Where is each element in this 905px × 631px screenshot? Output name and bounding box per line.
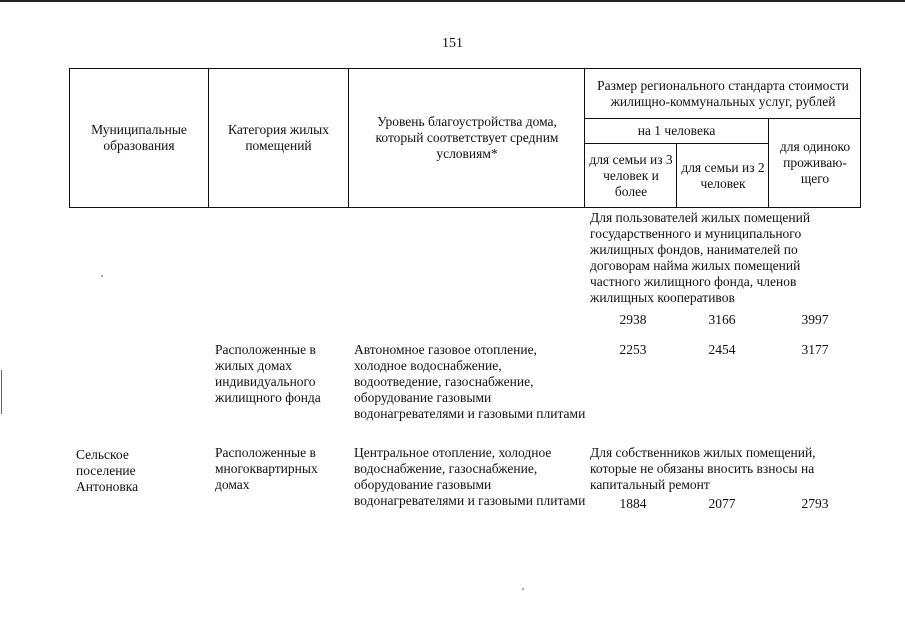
users-value-single: 3997: [801, 312, 829, 327]
owners-value-family3: 1884: [619, 496, 647, 511]
header-col-divider-1: [208, 68, 209, 208]
header-standard-text: Размер регионального стандарта стоимости жилищно-коммунальных услуг, рублей: [597, 77, 849, 109]
owners-value-family2: 2077: [708, 496, 736, 511]
header-category-text: Категория жилых помещений: [228, 121, 329, 153]
individual-category: Расположенные в жилых домах индивидуального жилищного фонда: [215, 342, 321, 405]
header-municipal-text: Муниципальные образования: [91, 121, 187, 153]
individual-value-single: 3177: [801, 342, 829, 357]
municipality-name: Сельское поселение Антоновка: [76, 447, 139, 494]
users-value-family3: 2938: [619, 312, 647, 327]
scan-edge-mark: [1, 370, 2, 414]
apartment-category: Расположенные в многоквартирных домах: [215, 445, 318, 492]
header-col-divider-2: [348, 68, 349, 208]
header-left-border: [69, 68, 70, 208]
page-number: 151: [442, 36, 463, 51]
header-col-divider-4: [676, 143, 677, 208]
header-family2-text: для семьи из 2 человек: [681, 159, 765, 191]
table-header: [69, 68, 861, 208]
owners-note: Для собственников жилых помещений, которые не обязаны вносить взносы на капитальный ремонт: [590, 445, 816, 492]
header-level: [353, 68, 581, 207]
header-category: [212, 68, 345, 207]
header-municipal: [73, 68, 205, 207]
scan-speck: [522, 588, 524, 590]
header-single: [772, 119, 858, 207]
header-level-text: Уровень благоустройства дома, который соответствует средним условиям*: [375, 113, 559, 161]
header-per-person: [585, 119, 768, 143]
header-family3-text: для семьи из 3 человек и более: [589, 151, 673, 199]
header-col-divider-5: [768, 118, 769, 208]
scan-edge: [0, 0, 905, 2]
header-right-border: [860, 68, 861, 208]
users-value-family2: 3166: [708, 312, 736, 327]
individual-value-family2: 2454: [708, 342, 736, 357]
header-family3: [587, 144, 675, 207]
owners-value-single: 2793: [801, 496, 829, 511]
header-family2: [679, 144, 767, 207]
users-note: Для пользователей жилых помещений государственного и муниципального жилищных фондов, нанимателей по договорам найма жилых помещений частного жилищного фонда, членов жилищных кооперативов: [590, 210, 811, 305]
header-per-person-text: на 1 человека: [637, 123, 716, 138]
header-bottom-border: [69, 207, 861, 208]
header-single-text: для одиноко проживаю-щего: [779, 139, 851, 186]
individual-value-family3: 2253: [619, 342, 647, 357]
individual-level: Автономное газовое отопление, холодное водоснабжение, водоотведение, газоснабжение, оборудование газовыми водонагревателями и газовыми плитами: [354, 342, 586, 421]
header-standard: [587, 69, 859, 118]
apartment-level: Центральное отопление, холодное водоснабжение, газоснабжение, оборудование газовыми водонагревателями и газовыми плитами: [354, 445, 586, 508]
scan-speck: [101, 275, 103, 277]
